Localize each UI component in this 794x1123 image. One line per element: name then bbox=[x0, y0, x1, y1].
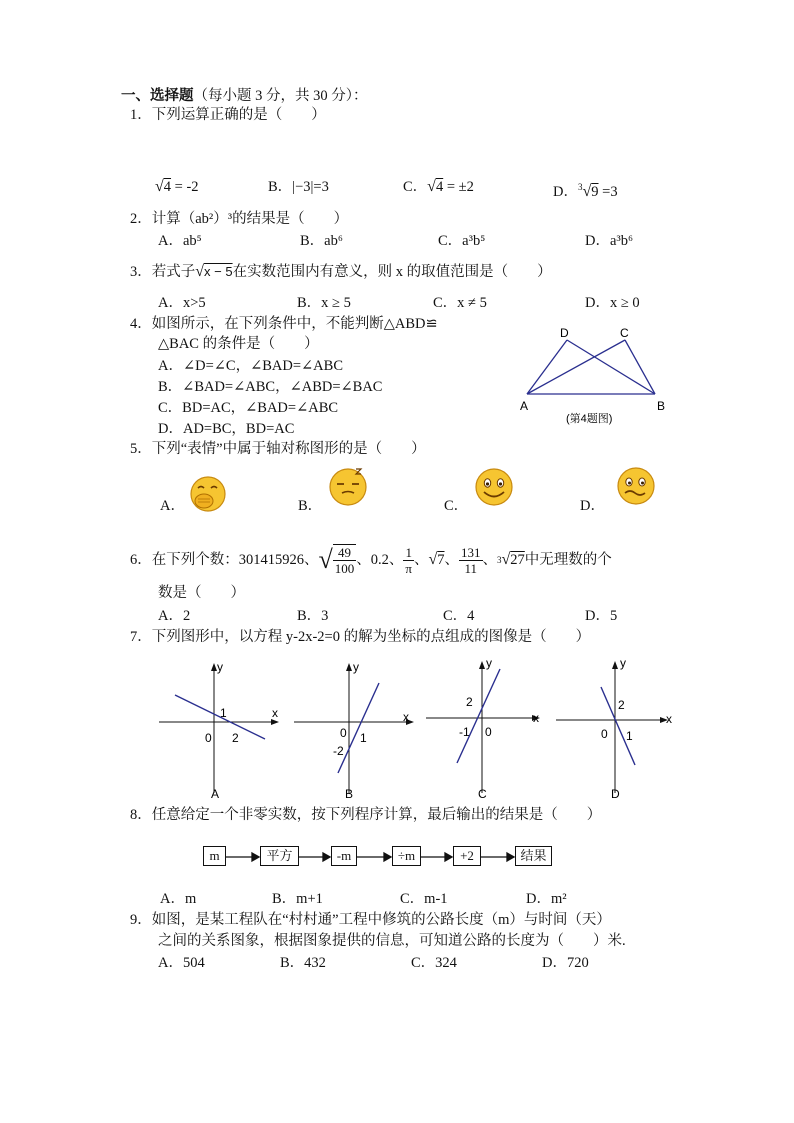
graph-label: D bbox=[611, 787, 620, 801]
graph-b bbox=[290, 655, 418, 803]
q2-option-d: D．a³b⁶ bbox=[585, 233, 634, 249]
denominator: 11 bbox=[464, 560, 478, 576]
flow-arrows bbox=[225, 848, 525, 866]
q4-option-d: D．AD=BC，BD=AC bbox=[158, 421, 295, 437]
y-axis-label: y bbox=[353, 660, 359, 674]
y-tick-label: 1 bbox=[220, 706, 227, 720]
question-9-stem-line2: 之间的关系图象，根据图象提供的信息，可知道公路的长度为（ ）米. bbox=[158, 933, 626, 949]
q4-option-c: C．BD=AC，∠BAD=∠ABC bbox=[158, 400, 339, 416]
q9-option-d: D．720 bbox=[542, 955, 589, 971]
q1-option-c: C．√4 = ±2 bbox=[403, 178, 474, 195]
question-number: 8． bbox=[130, 807, 152, 823]
y-tick-label: -2 bbox=[333, 744, 344, 758]
question-text: 计算（ab²）³的结果是（ ） bbox=[151, 211, 349, 227]
sleepy-face-icon bbox=[326, 465, 372, 507]
graph-label: C bbox=[478, 787, 487, 801]
question-number: 4． bbox=[130, 316, 152, 332]
question-8-stem bbox=[130, 806, 601, 824]
question-number: 2． bbox=[130, 211, 152, 227]
q3-option-a: A．x>5 bbox=[158, 295, 206, 311]
radicand: 4 bbox=[435, 179, 444, 195]
numerator: 49 bbox=[333, 545, 357, 561]
x-axis-label: x bbox=[666, 712, 672, 726]
separator: 、 bbox=[413, 552, 429, 568]
smiling-face-icon bbox=[472, 466, 516, 508]
q8-option-a: A．m bbox=[160, 891, 197, 907]
q3-option-b: B．x ≥ 5 bbox=[297, 295, 351, 311]
q3-option-c: C．x ≠ 5 bbox=[433, 295, 487, 311]
x-axis-label: x bbox=[403, 710, 409, 724]
question-number: 9． bbox=[130, 912, 152, 928]
q8-option-c: C．m-1 bbox=[400, 891, 448, 907]
fraction-131-11 bbox=[459, 545, 483, 576]
q6-option-c: C．4 bbox=[443, 608, 475, 624]
question-4-stem-line2: △BAC 的条件是（ ） bbox=[158, 336, 319, 352]
origin-label: 0 bbox=[340, 726, 347, 740]
separator: 、 bbox=[482, 552, 498, 568]
question-3-stem: 3．若式子√x − 5在实数范围内有意义，则 x 的取值范围是（ ） bbox=[130, 263, 552, 280]
question-text: 若式子 bbox=[151, 264, 196, 280]
q5-label-d: D． bbox=[580, 498, 605, 514]
graph-label: B bbox=[345, 787, 354, 801]
question-4-stem-line1 bbox=[130, 315, 438, 333]
root-index: 3 bbox=[577, 182, 583, 192]
graph-d bbox=[552, 655, 682, 803]
point-a-label: A bbox=[520, 399, 529, 413]
radicand: 7 bbox=[437, 552, 445, 568]
question-7-stem bbox=[130, 628, 590, 646]
graph-line bbox=[457, 669, 500, 763]
q2-option-a: A．ab⁵ bbox=[158, 233, 202, 249]
face-covering-mouth-icon bbox=[188, 474, 228, 514]
root-index: 3 bbox=[497, 555, 502, 565]
question-6-stem-line2: 数是（ ） bbox=[158, 585, 245, 601]
x-axis-label: x bbox=[533, 711, 539, 725]
question-text: 下列“表情”中属于轴对称图形的是（ ） bbox=[151, 441, 426, 457]
section-title: 一、选择题 bbox=[121, 88, 194, 104]
question-2-stem bbox=[130, 210, 348, 228]
radicand: 27 bbox=[510, 552, 525, 568]
graph-a bbox=[155, 655, 283, 803]
question-text: 下列运算正确的是（ ） bbox=[151, 107, 326, 123]
question-text: 在下列个数：301415926、 bbox=[151, 552, 319, 568]
x-tick-label: 1 bbox=[626, 729, 633, 743]
question-text: 下列图形中，以方程 y-2x-2=0 的解为坐标的点组成的图像是（ ） bbox=[151, 629, 591, 645]
y-axis-label: y bbox=[217, 660, 223, 674]
q6-option-d: D．5 bbox=[585, 608, 618, 624]
denominator: 100 bbox=[334, 561, 355, 576]
section-heading bbox=[121, 87, 368, 105]
flow-step-result: 结果 bbox=[515, 846, 552, 866]
origin-label: 0 bbox=[601, 727, 608, 741]
question-text: 如图，是某工程队在“村村通”工程中修筑的公路长度（m）与时间（天） bbox=[151, 912, 611, 928]
option-label: B． bbox=[268, 179, 293, 195]
q1-option-d: D．$^3$√9 =3 bbox=[553, 182, 618, 200]
flow-step-input: m bbox=[203, 846, 226, 866]
graph-label: A bbox=[211, 787, 220, 801]
question-number: 5． bbox=[130, 441, 152, 457]
question-6-stem: 6． 在下列个数：301415926、 √ $\frac{49}{100}$ 、0.2、 $\frac{1}{\pi}$ 、 √ 7 、 $\frac{131}{11}$ 、 3 √ 27 中无理数的个 bbox=[130, 544, 612, 576]
q9-option-c: C．324 bbox=[411, 955, 457, 971]
question-number: 7． bbox=[130, 629, 152, 645]
q3-option-d: D．x ≥ 0 bbox=[585, 295, 640, 311]
flow-step-square: 平方 bbox=[260, 846, 299, 866]
y-axis-label: y bbox=[486, 656, 492, 670]
flow-step-minus-m: -m bbox=[331, 846, 357, 866]
question-1-stem bbox=[130, 106, 326, 124]
question-text: 任意给定一个非零实数，按下列程序计算，最后输出的结果是（ ） bbox=[151, 807, 602, 823]
x-tick-label: -1 bbox=[459, 725, 470, 739]
q2-option-c: C．a³b⁵ bbox=[438, 233, 486, 249]
question-text: 在实数范围内有意义，则 x 的取值范围是（ ） bbox=[232, 264, 552, 280]
flow-step-plus-2: +2 bbox=[453, 846, 481, 866]
segment-cb bbox=[625, 340, 655, 394]
question-number: 1． bbox=[130, 107, 152, 123]
denominator: π bbox=[405, 560, 412, 576]
radicand: x − 5 bbox=[204, 264, 233, 279]
figure-caption: (第4题图) bbox=[566, 413, 613, 425]
fraction-1-pi bbox=[403, 545, 414, 576]
origin-label: 0 bbox=[205, 731, 212, 745]
question-9-stem-line1 bbox=[130, 911, 611, 929]
q9-option-b: B．432 bbox=[280, 955, 326, 971]
origin-label: 0 bbox=[485, 725, 492, 739]
point-b-label: B bbox=[657, 399, 666, 413]
q6-option-a: A．2 bbox=[158, 608, 191, 624]
smirking-face-icon bbox=[613, 465, 659, 507]
q4-option-a: A．∠D=∠C，∠BAD=∠ABC bbox=[158, 358, 343, 374]
q1-option-b bbox=[268, 178, 329, 196]
q8-option-b: B．m+1 bbox=[272, 891, 323, 907]
separator: 、0.2、 bbox=[356, 552, 404, 568]
flow-step-divide-m: ÷m bbox=[392, 846, 421, 866]
option-expr: |−3|=3 bbox=[292, 179, 329, 195]
numerator: 1 bbox=[403, 545, 414, 561]
x-tick-label: 1 bbox=[360, 731, 367, 745]
section-note: （每小题 3 分，共 30 分）： bbox=[193, 88, 368, 104]
question-5-stem bbox=[130, 440, 426, 458]
q8-option-d: D．m² bbox=[526, 891, 567, 907]
q6-option-b: B．3 bbox=[297, 608, 329, 624]
q4-figure bbox=[512, 322, 677, 430]
graph-c bbox=[422, 655, 550, 803]
numerator: 131 bbox=[461, 544, 481, 560]
y-axis-label: y bbox=[620, 656, 626, 670]
q5-label-c: C． bbox=[444, 498, 469, 514]
separator: 、 bbox=[444, 552, 460, 568]
x-axis-label: x bbox=[272, 706, 278, 720]
question-number: 3． bbox=[130, 264, 152, 280]
point-d-label: D bbox=[560, 326, 569, 340]
question-text: 中无理数的个 bbox=[524, 552, 612, 568]
q2-option-b: B．ab⁶ bbox=[300, 233, 343, 249]
y-tick-label: 2 bbox=[618, 698, 625, 712]
option-label: D． bbox=[553, 183, 578, 200]
point-c-label: C bbox=[620, 326, 629, 340]
radicand: 9 bbox=[591, 183, 599, 200]
x-tick-label: 2 bbox=[232, 731, 239, 745]
option-label: C． bbox=[403, 179, 428, 195]
y-tick-label: 2 bbox=[466, 695, 473, 709]
question-text: 如图所示，在下列条件中，不能判断△ABD≌ bbox=[151, 316, 438, 332]
radicand: 4 bbox=[163, 179, 172, 195]
q5-label-a: A． bbox=[160, 498, 185, 514]
q9-option-a: A．504 bbox=[158, 955, 205, 971]
segment-ad bbox=[527, 340, 567, 394]
q1-option-a: √4 = -2 bbox=[155, 178, 199, 195]
q5-label-b: B． bbox=[298, 498, 323, 514]
fraction-49-100 bbox=[333, 544, 357, 576]
q4-option-b: B．∠BAD=∠ABC，∠ABD=∠BAC bbox=[158, 379, 383, 395]
question-number: 6． bbox=[130, 552, 152, 568]
